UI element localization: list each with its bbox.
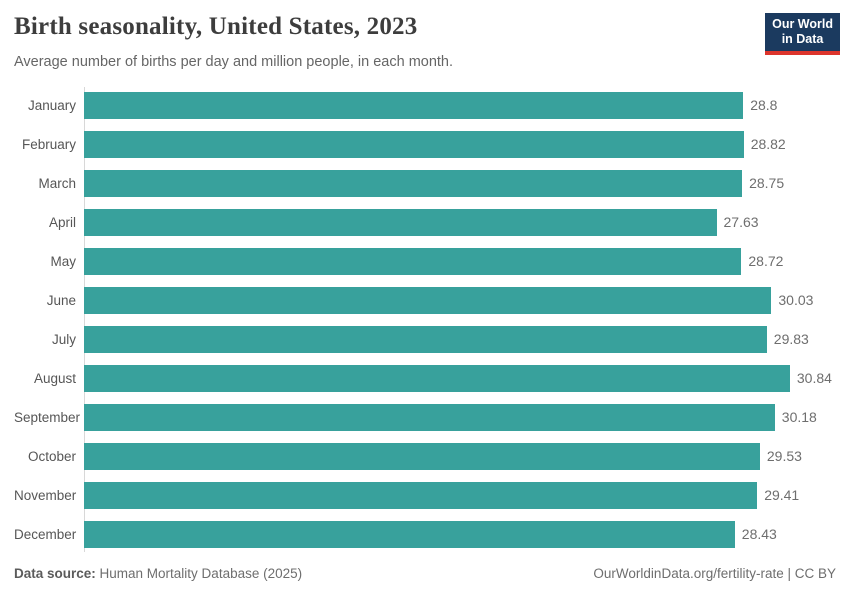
- bar-row: [14, 326, 836, 365]
- category-label: September: [14, 410, 81, 425]
- data-source: [14, 566, 302, 581]
- category-label: July: [51, 332, 76, 347]
- value-label: 30.18: [781, 409, 817, 425]
- data-source-text: Human Mortality Database (2025): [95, 566, 303, 581]
- category-label: May: [50, 254, 76, 269]
- bar-row: [14, 404, 836, 443]
- owid-logo: [765, 13, 840, 55]
- category-label: April: [48, 215, 76, 230]
- value-label: 28.8: [750, 97, 778, 113]
- bar-row: [14, 287, 836, 326]
- category-label: January: [27, 98, 76, 113]
- bar-track: [84, 326, 836, 353]
- category-label: December: [14, 527, 77, 542]
- bar-row: [14, 443, 836, 482]
- bar-track: [84, 443, 836, 470]
- bar-row: [14, 170, 836, 209]
- footer-attribution: OurWorldinData.org/fertility-rate | CC BY: [593, 566, 836, 581]
- category-label: February: [21, 137, 76, 152]
- category-label: August: [33, 371, 76, 386]
- bar-row: [14, 365, 836, 404]
- bar-track: [84, 92, 836, 119]
- category-label: October: [27, 449, 76, 464]
- owid-logo-line1: Our World: [772, 17, 833, 31]
- category-label: March: [38, 176, 76, 191]
- value-label: 28.82: [750, 136, 786, 152]
- category-label: November: [14, 488, 77, 503]
- value-label: 29.41: [764, 487, 800, 503]
- bar-track: [84, 404, 836, 431]
- bar-track: [84, 170, 836, 197]
- bar-row: [14, 248, 836, 287]
- chart-subtitle: Average number of births per day and million people, in each month.: [14, 54, 454, 70]
- bar-october[interactable]: [84, 443, 760, 470]
- value-label: 30.84: [796, 370, 832, 386]
- value-label: 28.75: [749, 175, 785, 191]
- bar-june[interactable]: [84, 287, 771, 314]
- bar-track: [84, 131, 836, 158]
- value-label: 27.63: [723, 214, 759, 230]
- bar-row: [14, 521, 836, 560]
- category-label: June: [46, 293, 76, 308]
- owid-logo-line2: in Data: [781, 32, 824, 47]
- bar-track: [84, 521, 836, 548]
- bar-track: [84, 209, 836, 236]
- data-source-label: Data source:: [14, 566, 96, 581]
- chart-footer: [14, 566, 836, 581]
- bar-track: [84, 248, 836, 275]
- bar-may[interactable]: [84, 248, 741, 275]
- bar-april[interactable]: [84, 209, 717, 236]
- value-label: 28.72: [748, 253, 784, 269]
- bar-track: [84, 287, 836, 314]
- bar-track: [84, 482, 836, 509]
- value-label: 30.03: [778, 292, 814, 308]
- bar-row: [14, 482, 836, 521]
- bar-december[interactable]: [84, 521, 735, 548]
- value-label: 29.53: [766, 448, 802, 464]
- bar-january[interactable]: [84, 92, 743, 119]
- bar-row: [14, 209, 836, 248]
- bar-july[interactable]: [84, 326, 767, 353]
- bar-february[interactable]: [84, 131, 744, 158]
- value-label: 28.43: [741, 526, 777, 542]
- bar-row: [14, 92, 836, 131]
- page-title: Birth seasonality, United States, 2023: [14, 13, 418, 40]
- bar-track: [84, 365, 836, 392]
- bar-september[interactable]: [84, 404, 775, 431]
- value-label: 29.83: [773, 331, 809, 347]
- bar-row: [14, 131, 836, 170]
- bar-march[interactable]: [84, 170, 742, 197]
- bar-chart: [14, 92, 836, 560]
- bar-august[interactable]: [84, 365, 790, 392]
- bar-november[interactable]: [84, 482, 757, 509]
